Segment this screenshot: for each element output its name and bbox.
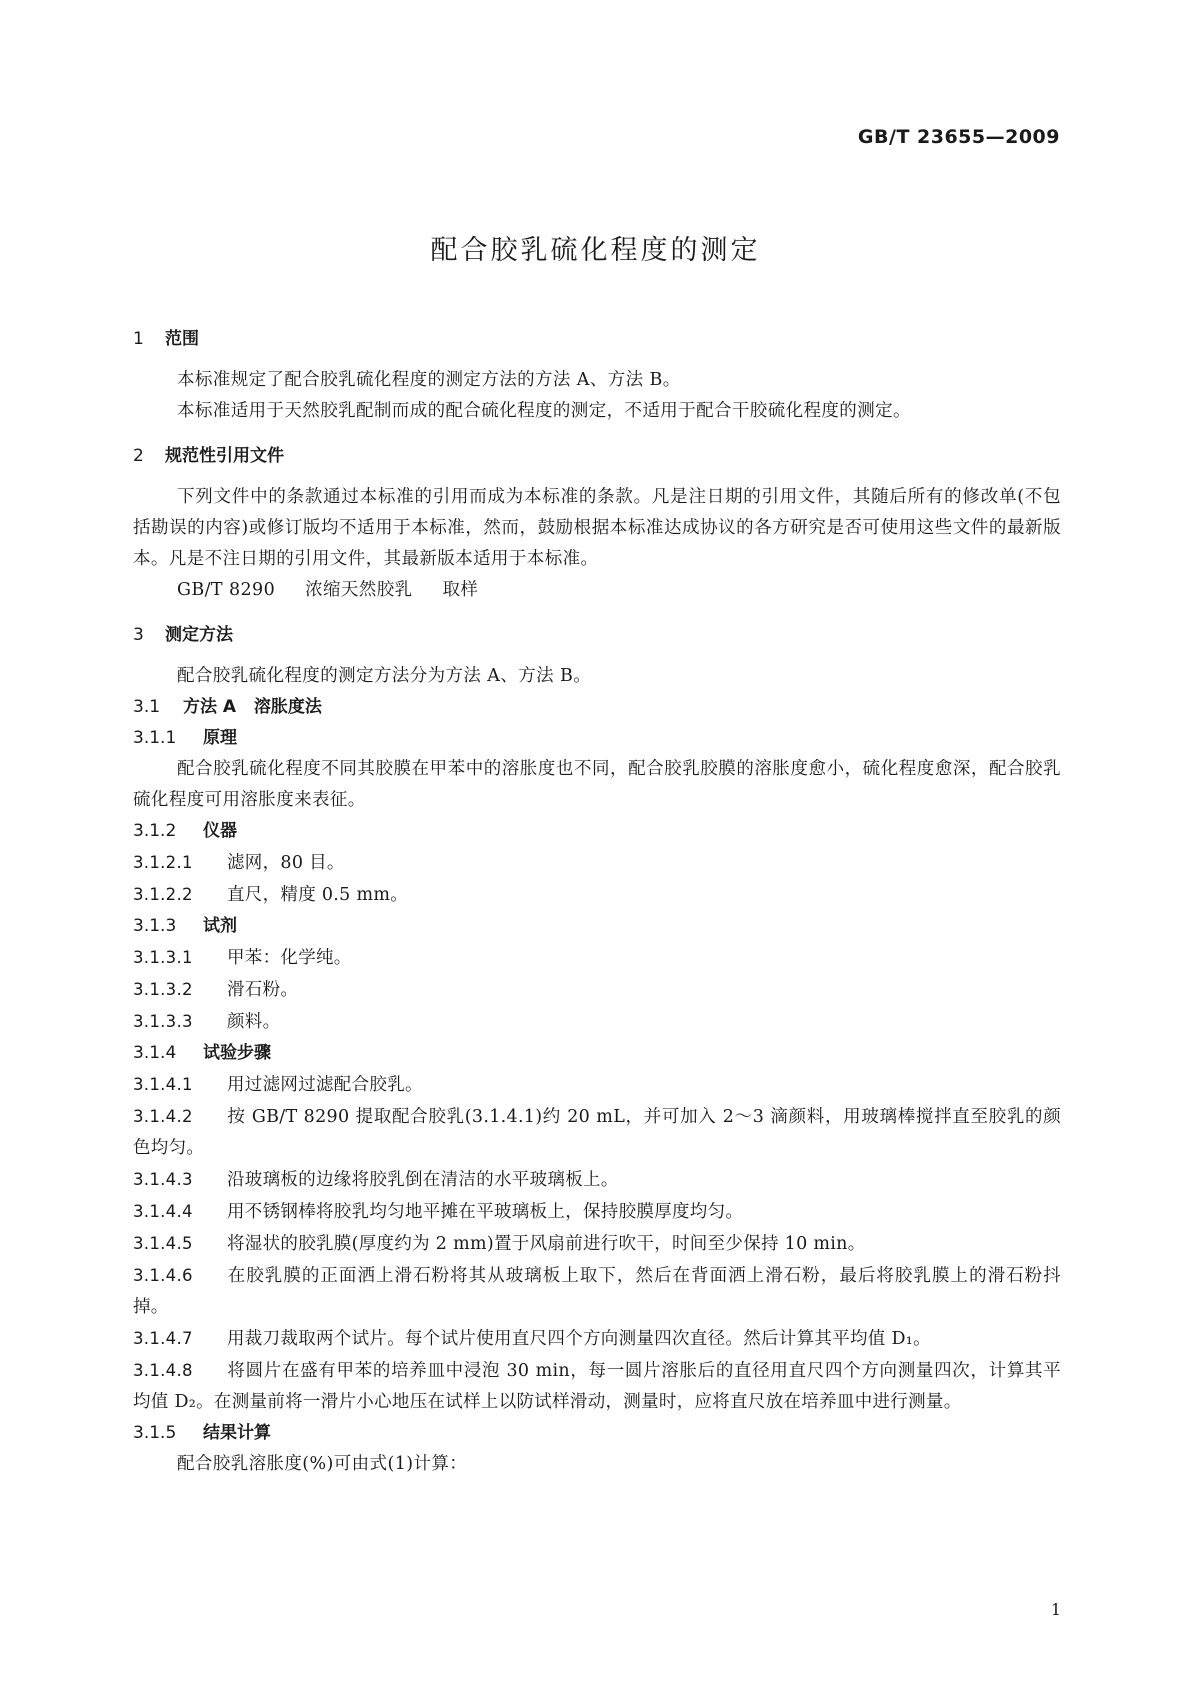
item-3-1-4-8: 3.1.4.8 将圆片在盛有甲苯的培养皿中浸泡 30 min，每一圆片溶胀后的直径用直尺四个方向测量四次，计算其平均值 D₂。在测量前将一滑片小心地压在试样上以防试样滑动，测量时，应将直尺放在培养皿中进行测量。 xyxy=(133,1361,1061,1412)
section-1-para-1: 本标准规定了配合胶乳硫化程度的测定方法的方法 A、方法 B。 xyxy=(177,370,681,390)
reference-title-1: 浓缩天然胶乳 xyxy=(305,580,413,600)
item-3-1-3-2: 3.1.3.2 滑石粉。 xyxy=(133,980,299,1000)
item-3-1-2-1: 3.1.2.1 滤网，80 目。 xyxy=(133,853,345,873)
item-3-1-2-2: 3.1.2.2 直尺，精度 0.5 mm。 xyxy=(133,885,409,905)
section-3-heading: 3 测定方法 xyxy=(133,625,233,645)
section-2-heading: 2 规范性引用文件 xyxy=(133,446,284,466)
page-number: 1 xyxy=(1050,1600,1061,1619)
section-3-1-4-heading: 3.1.4 试验步骤 xyxy=(133,1043,271,1063)
section-2-para-1: 下列文件中的条款通过本标准的引用而成为本标准的条款。凡是注日期的引用文件，其随后所有的修改单(不包括勘误的内容)或修订版均不适用于本标准，然而，鼓励根据本标准达成协议的各方研究是否可使用这些文件的最新版本。凡是不注日期的引用文件，其最新版本适用于本标准。 xyxy=(133,487,1061,569)
reference-title-2: 取样 xyxy=(442,580,479,600)
section-3-1-5-para: 配合胶乳溶胀度(%)可由式(1)计算： xyxy=(177,1454,468,1474)
section-1-heading: 1 范围 xyxy=(133,329,199,349)
section-3-1-5-heading: 3.1.5 结果计算 xyxy=(133,1423,271,1443)
standard-number: GB/T 23655—2009 xyxy=(857,126,1060,148)
item-3-1-4-5: 3.1.4.5 将湿状的胶乳膜(厚度约为 2 mm)置于风扇前进行吹干，时间至少保持 10 min。 xyxy=(133,1234,866,1254)
reference-code: GB/T 8290 xyxy=(177,580,276,600)
document-title: 配合胶乳硫化程度的测定 xyxy=(430,235,761,266)
item-3-1-3-3: 3.1.3.3 颜料。 xyxy=(133,1012,281,1032)
section-3-1-3-heading: 3.1.3 试剂 xyxy=(133,916,237,936)
item-3-1-4-4: 3.1.4.4 用不锈钢棒将胶乳均匀地平摊在平玻璃板上，保持胶膜厚度均匀。 xyxy=(133,1202,744,1222)
item-3-1-4-7: 3.1.4.7 用裁刀裁取两个试片。每个试片使用直尺四个方向测量四次直径。然后计算其平均值 D₁。 xyxy=(133,1329,931,1349)
item-3-1-4-3: 3.1.4.3 沿玻璃板的边缘将胶乳倒在清洁的水平玻璃板上。 xyxy=(133,1170,619,1190)
section-3-1-1-para: 配合胶乳硫化程度不同其胶膜在甲苯中的溶胀度也不同，配合胶乳胶膜的溶胀度愈小，硫化程度愈深，配合胶乳硫化程度可用溶胀度来表征。 xyxy=(133,759,1061,810)
section-1-para-2: 本标准适用于天然胶乳配制而成的配合硫化程度的测定，不适用于配合干胶硫化程度的测定。 xyxy=(177,401,911,421)
item-3-1-4-6: 3.1.4.6 在胶乳膜的正面洒上滑石粉将其从玻璃板上取下，然后在背面洒上滑石粉，最后将胶乳膜上的滑石粉抖掉。 xyxy=(133,1266,1061,1317)
section-3-1-2-heading: 3.1.2 仪器 xyxy=(133,821,237,841)
section-3-1-heading: 3.1 方法 A 溶胀度法 xyxy=(133,697,322,717)
document-body xyxy=(133,324,1061,1480)
item-3-1-3-1: 3.1.3.1 甲苯：化学纯。 xyxy=(133,948,352,968)
item-3-1-4-1: 3.1.4.1 用过滤网过滤配合胶乳。 xyxy=(133,1075,423,1095)
section-3-para-1: 配合胶乳硫化程度的测定方法分为方法 A、方法 B。 xyxy=(177,666,592,686)
item-3-1-4-2: 3.1.4.2 按 GB/T 8290 提取配合胶乳(3.1.4.1)约 20 mL，并可加入 2～3 滴颜料，用玻璃棒搅拌直至胶乳的颜色均匀。 xyxy=(133,1107,1061,1158)
section-3-1-1-heading: 3.1.1 原理 xyxy=(133,728,237,748)
normative-reference xyxy=(133,575,1061,606)
